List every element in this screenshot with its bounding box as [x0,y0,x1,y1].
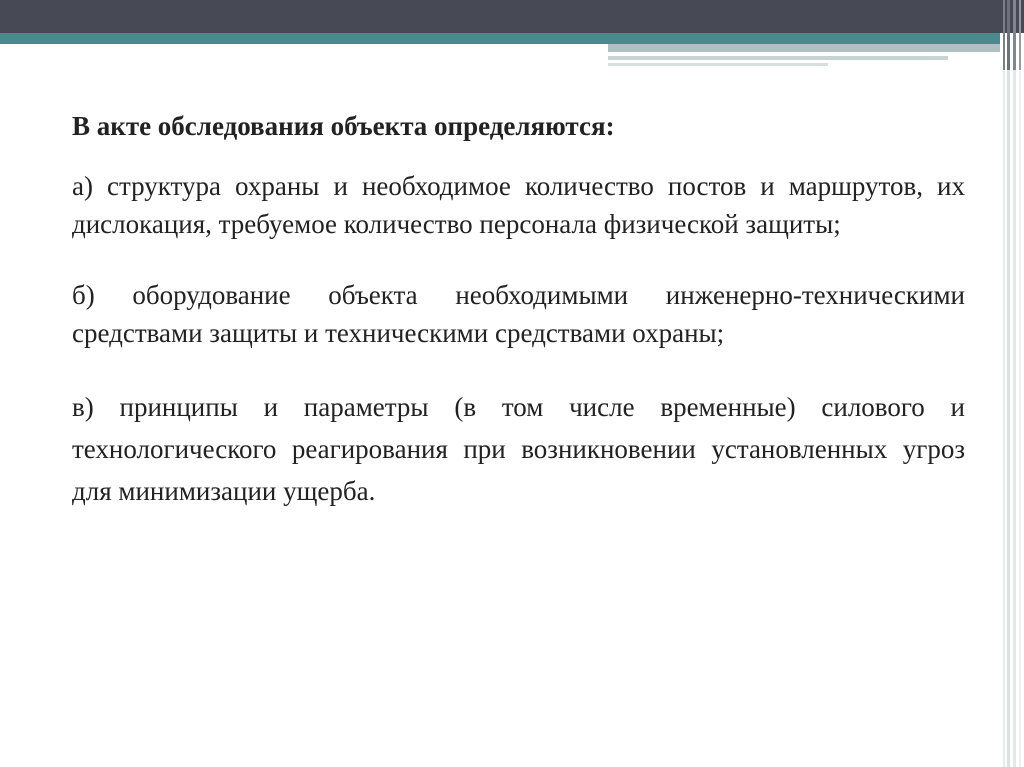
list-item-c: в) принципы и параметры (в том числе временные) силового и технологического реагирования при возникновении установленных угроз для минимизации ущерба. [72,391,965,506]
slide-content [72,108,965,513]
header-bar-accent [0,33,1000,44]
header-decor-line [608,63,828,66]
list-item-b: б) оборудование объекта необходимыми инженерно-техническими средствами защиты и техническими средствами охраны; [72,280,965,349]
list-item-a: а) структура охраны и необходимое количество постов и маршрутов, их дислокация, требуемое количество персонала физической защиты; [72,170,965,239]
slide-heading: В акте обследования объекта определяются: [72,111,615,141]
header-decor-line [608,56,948,60]
header-bar-dark [0,0,1024,33]
right-edge-stripes-top [1000,0,1024,767]
header-decor-line [608,44,1000,52]
